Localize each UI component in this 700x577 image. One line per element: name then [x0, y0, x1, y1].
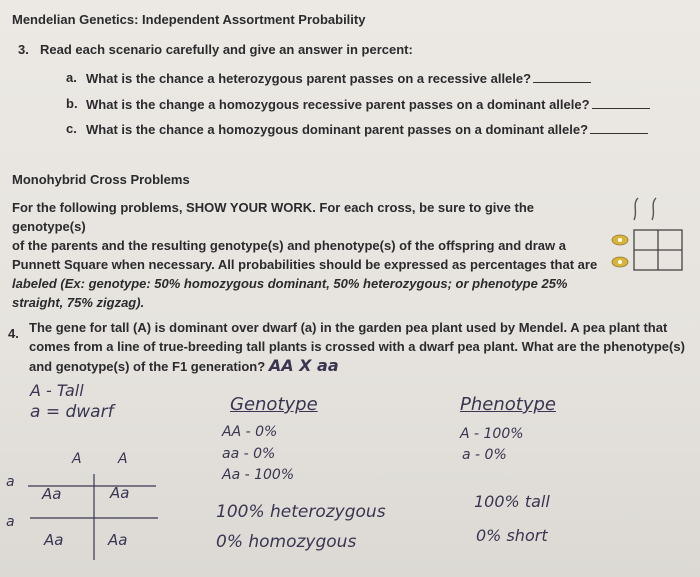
- hw-phenotype-row-1: A - 100%: [460, 426, 524, 442]
- hw-genotype-row-1: AA - 0%: [222, 424, 278, 440]
- instructions-line-3: Punnett Square when necessary. All probabilities should be expressed as percentages that are: [12, 257, 598, 272]
- hw-phenotype-summary-1: 100% tall: [474, 492, 550, 511]
- hw-punnett-cell-1: Aa: [42, 485, 62, 503]
- q3a-text: [86, 70, 591, 86]
- q3c-text: [86, 121, 648, 137]
- hw-punnett-side-2: a: [6, 514, 15, 530]
- instructions-paragraph: [12, 198, 602, 312]
- hw-genotype-summary-1: 100% heterozygous: [216, 502, 386, 522]
- q3-number: 3.: [18, 42, 29, 57]
- q3c-letter: c.: [66, 121, 77, 136]
- worksheet-title: Mendelian Genetics: Independent Assortment Probability: [12, 12, 366, 27]
- section-heading: Monohybrid Cross Problems: [12, 172, 190, 187]
- q3b-letter: b.: [66, 96, 78, 111]
- q4-line-3: and genotype(s) of the F1 generation?: [29, 359, 266, 374]
- hw-punnett-side-1: a: [6, 474, 15, 490]
- hw-punnett-top-2: A: [118, 451, 128, 467]
- q3c-question: What is the chance a homozygous dominant parent passes on a dominant allele?: [86, 122, 589, 137]
- q4-text: [29, 318, 685, 376]
- hw-punnett-cell-4: Aa: [108, 531, 128, 549]
- hw-key-tall: A - Tall: [30, 381, 84, 400]
- q3a-letter: a.: [66, 70, 77, 85]
- q3b-answer-blank[interactable]: [592, 96, 650, 109]
- q3b-question: What is the change a homozygous recessive parent passes on a dominant allele?: [86, 97, 590, 112]
- q3c-answer-blank[interactable]: [590, 121, 648, 134]
- q4-line-1: The gene for tall (A) is dominant over dwarf (a) in the garden pea plant used by Mendel. A pea plant that: [29, 320, 668, 335]
- q3a-question: What is the chance a heterozygous parent passes on a recessive allele?: [86, 71, 532, 86]
- instructions-line-1: For the following problems, SHOW YOUR WORK. For each cross, be sure to give the genotype(s): [12, 200, 534, 234]
- hw-punnett-top-1: A: [72, 451, 82, 467]
- hw-phenotype-summary-2: 0% short: [476, 526, 548, 545]
- hw-genotype-row-2: aa - 0%: [222, 446, 276, 462]
- instructions-line-5: straight, 75% zigzag).: [12, 295, 145, 310]
- q4-number: 4.: [8, 326, 19, 341]
- instructions-line-2: of the parents and the resulting genotype(s) and phenotype(s) of the offspring and draw a: [12, 238, 566, 253]
- pea-punnett-illustration-icon: [604, 192, 688, 278]
- q3b-text: [86, 96, 650, 112]
- hw-phenotype-heading: Phenotype: [460, 394, 556, 415]
- q4-line-2: comes from a line of true-breeding tall plants is crossed with a dwarf pea plant. What are the phenotype(s): [29, 339, 685, 354]
- hw-genotype-summary-2: 0% homozygous: [216, 532, 357, 552]
- hw-punnett-cell-2: Aa: [110, 484, 130, 502]
- hw-genotype-row-3: Aa - 100%: [222, 467, 295, 483]
- q3-prompt: Read each scenario carefully and give an answer in percent:: [40, 42, 413, 57]
- hw-genotype-heading: Genotype: [230, 394, 318, 415]
- hw-punnett-cell-3: Aa: [44, 531, 64, 549]
- hw-key-dwarf: a = dwarf: [30, 402, 114, 422]
- instructions-line-4: labeled (Ex: genotype: 50% homozygous dominant, 50% heterozygous; or phenotype 25%: [12, 276, 568, 291]
- hw-phenotype-row-2: a - 0%: [462, 447, 507, 463]
- hw-cross: AA X aa: [268, 356, 339, 375]
- q3a-answer-blank[interactable]: [533, 70, 591, 83]
